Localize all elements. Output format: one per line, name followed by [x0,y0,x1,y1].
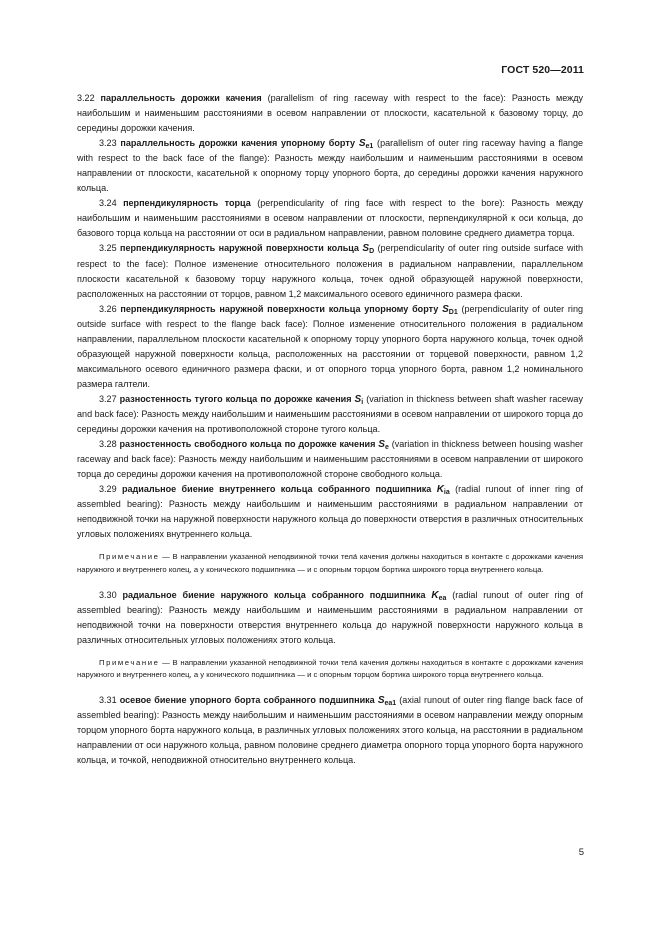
clause-number: 3.22 [77,93,95,103]
clause-definition: (perpendicularity of ring face with respect to the bore): Разность между наибольшим и наименьшим расстояниями в осевом направлении от плоскости, перпендикулярной к оси кольца, до базового торца кольца на расстоянии от оси в радиальном направлении, равном половине среднего диаметра торца. [77,198,583,239]
clause-number: 3.27 [99,393,117,404]
standard-header: ГОСТ 520—2011 [501,64,584,76]
clause-symbol: $S_e$ [378,439,389,452]
clause-number: 3.23 [99,138,117,149]
clause-number: 3.31 [99,694,117,705]
clause-definition: (perpendicularity of outer ring outside surface with respect to the face): Полное изменение относительного положения в радиальном направлении, параллельном плоскости касательной к базовому торцу наружного кольца, точек одной образующей наружной поверхности, расположенных на расстоянии от торцов, равном 1,2 максимального осевого единичного размера фаски. [77,243,584,299]
clause-3-29 [77,482,583,542]
clause-definition: (radial runout of inner ring of assembled bearing): Разность между наибольшим и наименьшим расстояниями в радиальном направлении от неподвижной точки на наружной поверхности наружного кольца до поверхности отверстия в различных относительных угловых положениях внутреннего кольца. [77,484,583,540]
clause-term: параллельность дорожки качения [100,93,262,103]
note-text: — В направлении указанной неподвижной точки тела́ качения должны находиться в контакте с дорожками качения наружного и внутреннего колец, а у конического подшипника — и с опорным торцом бортика широкого торца внутреннего кольца. [77,552,583,574]
clause-number: 3.29 [99,484,117,495]
clause-number: 3.30 [99,589,117,600]
clause-symbol: $S_{e1}$ [358,138,374,151]
clause-3-22 [77,91,583,136]
document-body [77,91,583,768]
clause-3-25 [77,241,583,301]
note-label: Примечание [99,552,160,562]
clause-symbol: $S_i$ [354,393,364,406]
clause-symbol: $K_{ia}$ [436,484,450,497]
clause-3-26 [77,302,583,392]
clause-3-23 [77,136,583,196]
clause-symbol: $S_D$ [362,243,375,256]
clause-term: разностенность свободного кольца по дорожке качения [119,439,376,450]
clause-term: параллельность дорожки качения упорному борту [120,138,356,149]
clause-definition: (axial runout of outer ring flange back face of assembled bearing): Разность между наибольшим и наименьшим расстояниями в осевом направлении между опорным торцом упорного борта наружного кольца, в различных угловых положениях этого кольца, на расстоянии в радиальном направлении от оси наружного кольца, равном половине среднего диаметра опорного торца упорного борта наружного кольца, и точкой, неподвижной относительно внутреннего кольца. [77,694,583,766]
clause-3-31 [77,693,583,768]
clause-number: 3.26 [99,303,117,314]
clause-term: радиальное биение наружного кольца собранного подшипника [122,589,426,600]
clause-symbol: $K_{ea}$ [431,589,447,602]
clause-definition: (perpendicularity of outer ring outside surface with respect to the flange back face): Полное изменение относительного положения в радиальном направлении, параллельном плоскости касательной к опорному торцу упорного борта наружного кольца, точек одной образующей наружной поверхности кольца, расположенных на расстоянии от торцевой поверхности, равном 1,2 максимального осевого единичного размера фаски, и от опорного торца упорного борта, равном 1,2 номинального размера галтели. [77,303,584,389]
clause-term: осевое биение упорного борта собранного подшипника [119,694,375,705]
note-2 [77,657,583,681]
clause-symbol: $S_{D1}$ [442,303,458,316]
clause-3-27 [77,392,583,437]
clause-3-28 [77,437,583,482]
clause-term: перпендикулярность торца [123,198,251,209]
clause-term: перпендикулярность наружной поверхности кольца упорному борту [120,303,439,314]
clause-symbol: $S_{ea1}$ [377,694,397,707]
note-label: Примечание [99,657,160,667]
clause-number: 3.25 [99,243,117,254]
clause-definition: (variation in thickness between housing washer raceway and back face): Разность между наибольшим и наименьшим расстояниями в осевом направлении от широкого торца до середины дорожки качения на противоположной стороне свободного кольца. [77,439,584,480]
clause-definition: (parallelism of ring raceway with respect to the face): Разность между наибольшим и наименьшим расстояниями в осевом направлении от плоскости, касательной к базовому торцу, до середины дорожки качения. [77,93,583,134]
note-text: — В направлении указанной неподвижной точки тела́ качения должны находиться в контакте с дорожками качения наружного и внутреннего колец, а у конического подшипника — и с опорным торцом бортика широкого торца внутреннего кольца. [77,657,583,679]
clause-number: 3.28 [99,439,117,450]
clause-definition: (radial runout of outer ring of assembled bearing): Разность между наибольшим и наименьшим расстояниями в радиальном направлении от неподвижной точки на поверхности отверстия внутреннего кольца до наружной поверхности наружного кольца в различных относительных угловых положениях этого кольца. [77,589,584,645]
note-1 [77,551,583,575]
clause-term: разностенность тугого кольца по дорожке качения [119,393,352,404]
clause-definition: (parallelism of outer ring raceway having a flange with respect to the back face of the flange): Разность между наибольшим и наименьшим расстояниями в осевом направлении от плоскости, касательной к опорному торцу упорного борта, до середины дорожки качения наружного кольца. [77,138,584,194]
clause-3-30 [77,588,583,648]
clause-term: радиальное биение внутреннего кольца собранного подшипника [121,484,432,495]
page-number: 5 [578,847,584,858]
clause-number: 3.24 [99,198,117,209]
clause-term: перпендикулярность наружной поверхности кольца [120,243,359,254]
clause-3-24 [77,196,583,241]
clause-definition: (variation in thickness between shaft washer raceway and back face): Разность между наибольшим и наименьшим расстояниями в осевом направлении от широкого торца до середины дорожки качения на противоположной стороне тугого кольца. [77,393,583,435]
